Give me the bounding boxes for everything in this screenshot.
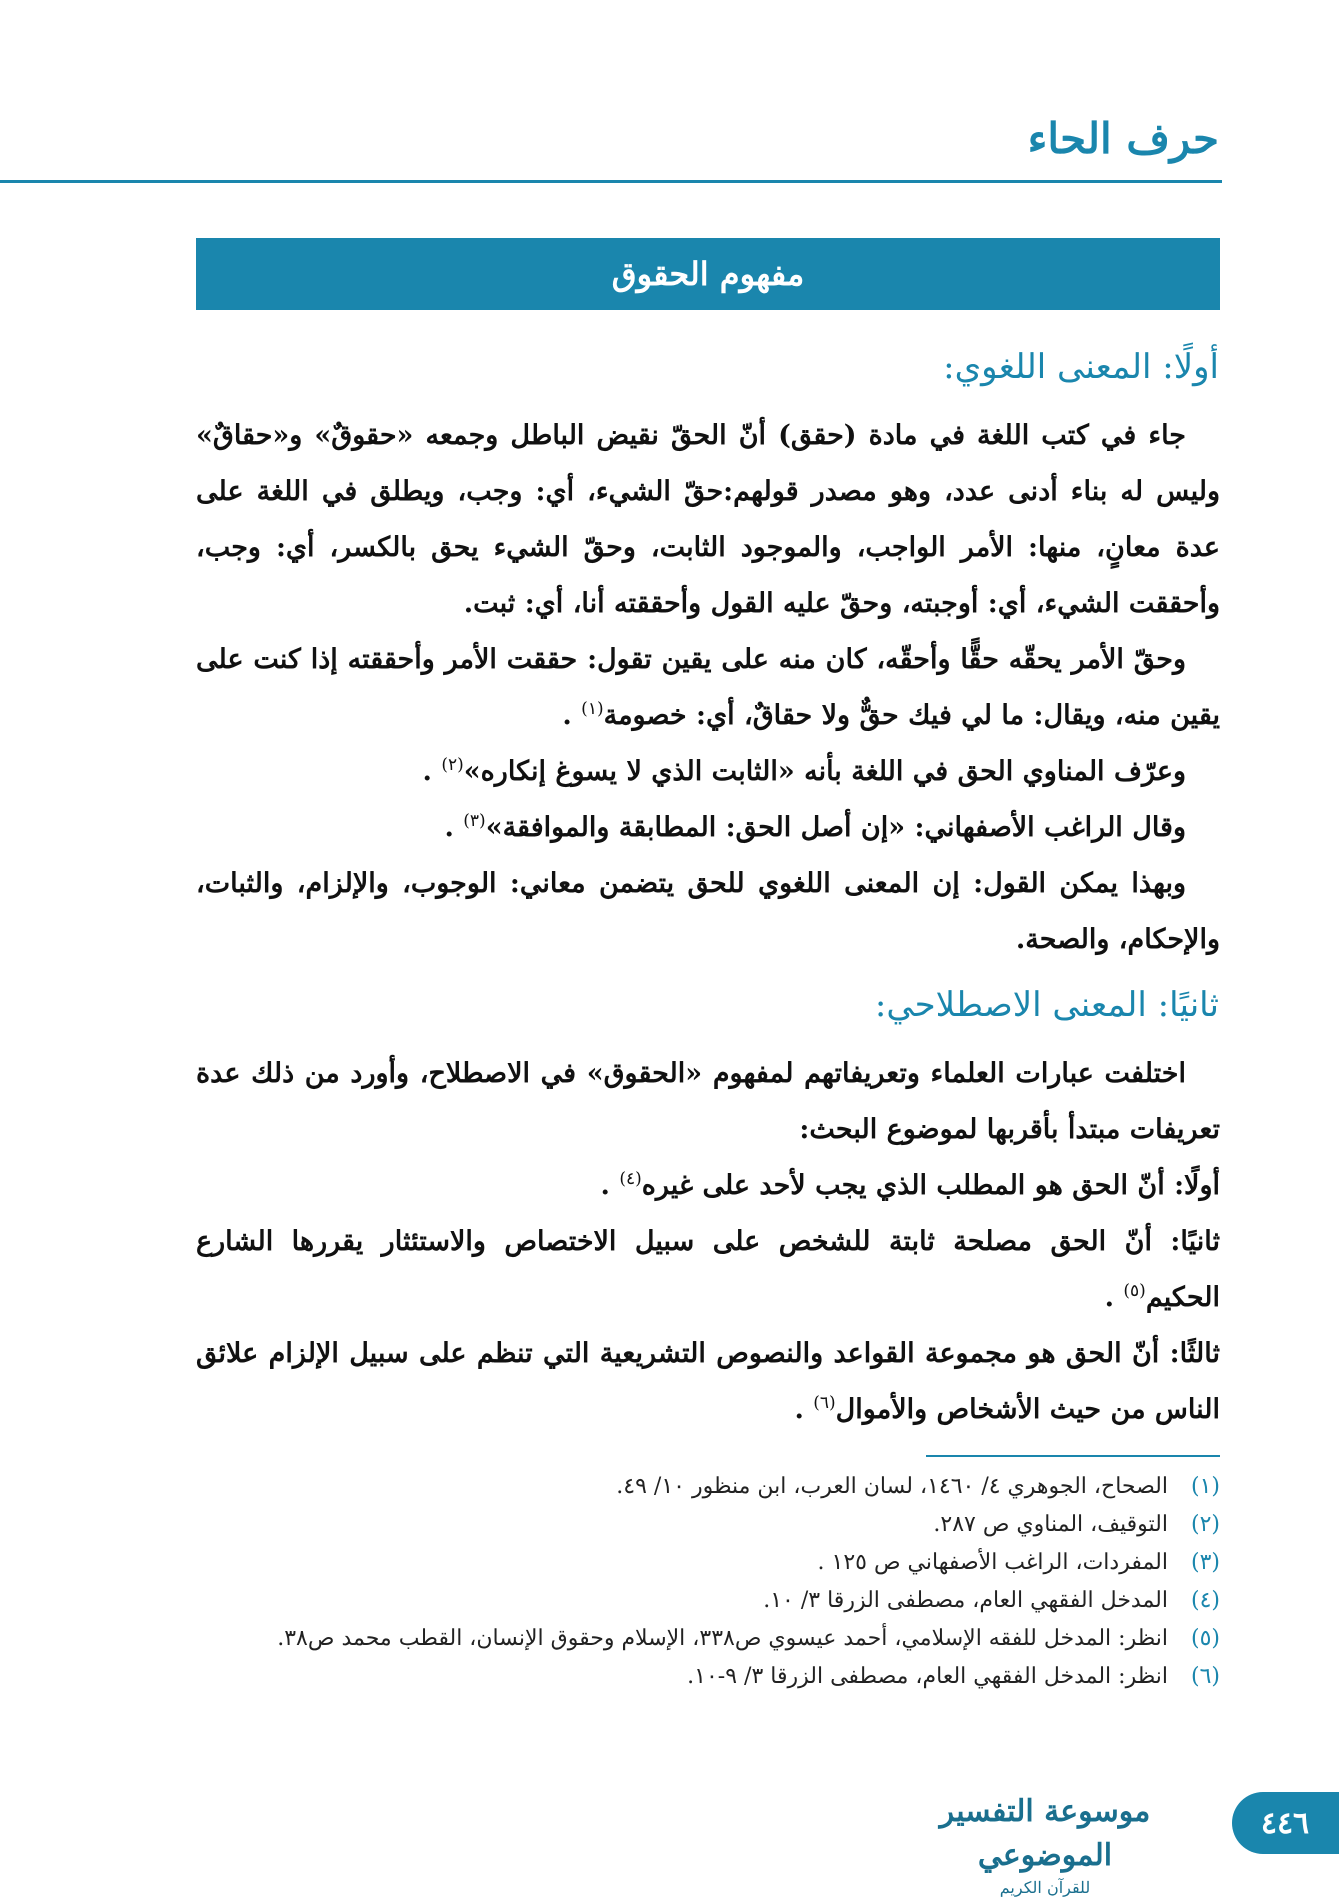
definition-2-text: ثانيًا: أنّ الحق مصلحة ثابتة للشخص على سبيل الاختصاص والاستئثار يقررها الشارع الحكيم (196, 1226, 1220, 1313)
footnotes-list (196, 1468, 1220, 1696)
running-header-title: حرف الحاء (1027, 114, 1219, 163)
footnote-ref-5[interactable]: (٥) (1123, 1281, 1146, 1301)
footnote-number: (٣) (1190, 1550, 1220, 1575)
footnote-text: المدخل الفقهي العام، مصطفى الزرقا ٣/ ١٠. (763, 1588, 1168, 1613)
footnote-number: (٢) (1190, 1512, 1220, 1537)
footnote-ref-2[interactable]: (٢) (441, 755, 464, 775)
footnote-number: (٦) (1190, 1664, 1220, 1689)
heading-technical-meaning: ثانيًا: المعنى الاصطلاحي: (874, 985, 1219, 1025)
paragraph-6: اختلفت عبارات العلماء وتعريفاتهم لمفهوم «الحقوق» في الاصطلاح، وأورد من ذلك عدة تعريفات مبتدأ بأقربها لموضوع البحث: (196, 1058, 1220, 1145)
logo-title: موسوعة التفسير الموضوعي (939, 1794, 1151, 1873)
paragraph-2-text: وحقّ الأمر يحقّه حقًّا وأحقّه، كان منه على يقين تقول: حققت الأمر وأحققته إذا كنت على يقين منه، ويقال: ما لي فيك حقٌّ ولا حقاقٌ، أي: خصومة (196, 644, 1220, 731)
paragraph-3-text: وعرّف المناوي الحق في اللغة بأنه «الثابت الذي لا يسوغ إنكاره» (463, 756, 1186, 787)
footnote-ref-3[interactable]: (٣) (463, 811, 486, 831)
footnote-item (196, 1582, 1220, 1620)
definition-3-text: ثالثًا: أنّ الحق هو مجموعة القواعد والنصوص التشريعية التي تنظم على سبيل الإلزام علائق الناس من حيث الأشخاص والأموال (196, 1338, 1220, 1425)
footnote-number: (٥) (1190, 1626, 1220, 1651)
logo-subtitle: للقرآن الكريم (999, 1878, 1091, 1897)
footnote-text: الصحاح، الجوهري ٤/ ١٤٦٠، لسان العرب، ابن منظور ١٠/ ٤٩. (616, 1474, 1168, 1499)
footnote-text: التوقيف، المناوي ص ٢٨٧. (933, 1512, 1168, 1537)
header-divider (0, 180, 1222, 183)
definition-1-text: أولًا: أنّ الحق هو المطلب الذي يجب لأحد على غيره (641, 1170, 1220, 1201)
heading-linguistic-meaning: أولًا: المعنى اللغوي: (943, 347, 1219, 387)
paragraph-4 (196, 800, 1220, 856)
end-mark: . (794, 1394, 804, 1425)
footnote-number: (٤) (1190, 1588, 1220, 1613)
definition-1 (196, 1158, 1220, 1214)
footnote-text: انظر: المدخل الفقهي العام، مصطفى الزرقا ٣/ ٩-١٠. (687, 1664, 1168, 1689)
footnote-ref-1[interactable]: (١) (581, 699, 604, 719)
end-mark: . (1104, 1282, 1114, 1313)
page-number: ٤٤٦ (1260, 1805, 1310, 1841)
encyclopedia-logo (905, 1790, 1185, 1897)
footnote-ref-4[interactable]: (٤) (619, 1169, 642, 1189)
footnote-item (196, 1620, 1220, 1658)
paragraph-1: جاء في كتب اللغة في مادة (حقق) أنّ الحقّ نقيض الباطل وجمعه «حقوقٌ» و«حقاقٌ» وليس له بناء أدنى عدد، وهو مصدر قولهم:حقّ الشيء، أي: وجب، ويطلق في اللغة على عدة معانٍ، منها: الأمر الواجب، والموجود الثابت، وحقّ الشيء يحق بالكسر، أي: وجب، وأحققت الشيء، أي: أوجبته، وحقّ عليه القول وأحققته أنا، أي: ثبت. (196, 420, 1220, 619)
end-mark: . (422, 756, 432, 787)
footnote-item (196, 1658, 1220, 1696)
footnote-text: المفردات، الراغب الأصفهاني ص ١٢٥ . (817, 1550, 1168, 1575)
paragraph-4-text: وقال الراغب الأصفهاني: «إن أصل الحق: المطابقة والموافقة» (485, 812, 1186, 843)
footnote-number: (١) (1190, 1474, 1220, 1499)
paragraph-3 (196, 744, 1220, 800)
page-number-tab (1232, 1792, 1339, 1854)
footnote-ref-6[interactable]: (٦) (813, 1393, 836, 1413)
end-mark: . (444, 812, 454, 843)
footnote-text: انظر: المدخل للفقه الإسلامي، أحمد عيسوي ص٣٣٨، الإسلام وحقوق الإنسان، القطب محمد ص٣٨. (277, 1626, 1168, 1651)
footnote-divider (926, 1455, 1220, 1457)
footnote-item (196, 1506, 1220, 1544)
footnote-item (196, 1468, 1220, 1506)
section1-body (196, 408, 1220, 968)
end-mark: . (600, 1170, 610, 1201)
section2-body (196, 1046, 1220, 1438)
definition-3 (196, 1326, 1220, 1438)
paragraph-2 (196, 632, 1220, 744)
footnote-item (196, 1544, 1220, 1582)
paragraph-5: وبهذا يمكن القول: إن المعنى اللغوي للحق يتضمن معاني: الوجوب، والإلزام، والثبات، والإحكام، والصحة. (196, 868, 1220, 955)
definition-2 (196, 1214, 1220, 1326)
end-mark: . (562, 700, 572, 731)
section-title-banner: مفهوم الحقوق (196, 238, 1220, 310)
